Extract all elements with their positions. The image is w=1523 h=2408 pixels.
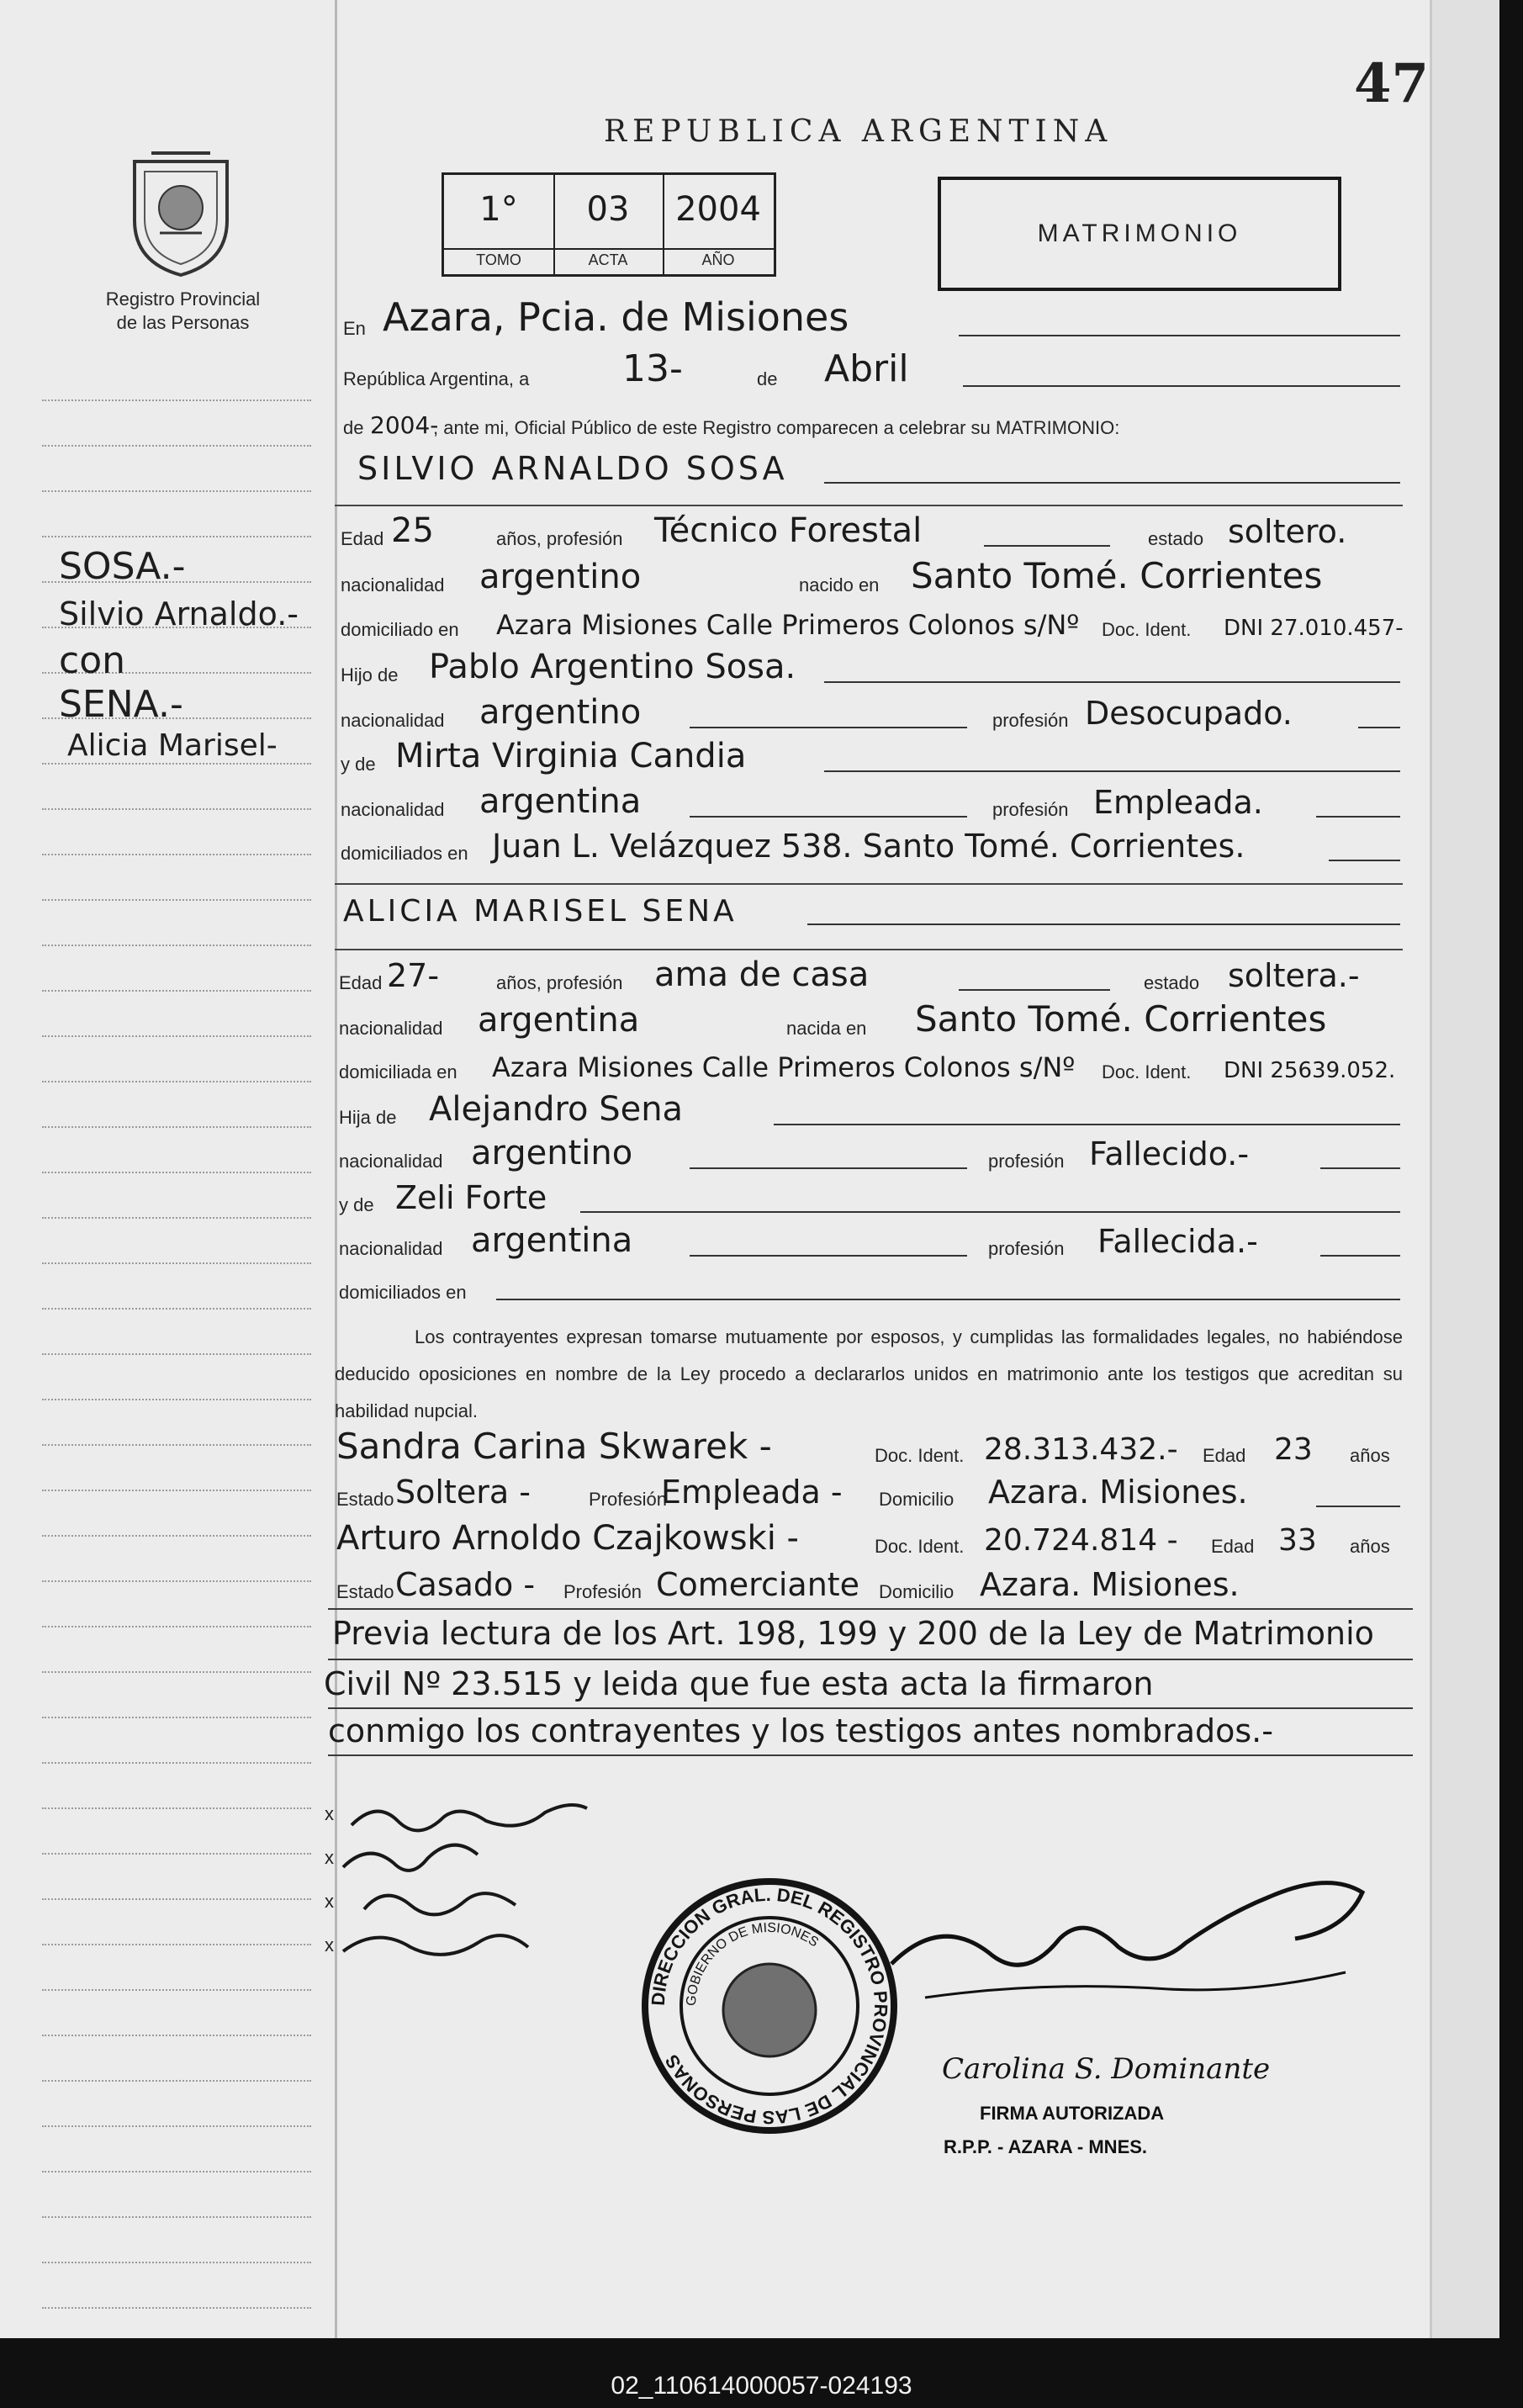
witness2-dom-label: Domicilio — [879, 1581, 955, 1602]
margin-rule — [42, 2125, 311, 2127]
margin-note-line: SENA.- — [59, 683, 183, 726]
groom-f-nac-label: nacionalidad — [341, 710, 445, 731]
bride-nac-label: nacionalidad — [339, 1018, 443, 1039]
witness2-anos-label: años — [1350, 1536, 1390, 1557]
de-label: de — [757, 368, 778, 389]
page-number: 47 — [1354, 52, 1430, 115]
groom-hijo-label: Hijo de — [341, 664, 399, 685]
margin-rule — [42, 1035, 311, 1037]
page-edge — [1430, 0, 1499, 2338]
witness1-domicilio: Azara. Misiones. — [988, 1474, 1248, 1511]
margin-rule — [42, 1580, 311, 1582]
groom-f-nac: argentino — [479, 693, 642, 732]
groom-doc: DNI 27.010.457- — [1224, 616, 1404, 641]
groom-nacionalidad: argentino — [479, 558, 642, 596]
witness1-edad: 23 — [1274, 1432, 1313, 1467]
margin-rule — [42, 1853, 311, 1855]
image-id-caption: 02_110614000057-024193 — [611, 2372, 912, 2400]
groom-m-nac: argentina — [479, 782, 642, 821]
groom-anos-label: años, profesión — [496, 528, 623, 549]
year-value: 2004 — [675, 190, 761, 229]
groom-nacido-label: nacido en — [799, 574, 880, 595]
witness2-prof-label: Profesión — [563, 1581, 642, 1602]
de2-label: de — [343, 417, 364, 438]
bride-f-nac-label: nacionalidad — [339, 1151, 443, 1172]
witness1-name: Sandra Carina Skwarek - — [336, 1426, 772, 1467]
margin-rule — [42, 1762, 311, 1764]
margin-rule — [42, 1535, 311, 1537]
witness1-prof-label: Profesión — [589, 1489, 667, 1510]
witness1-doc: 28.313.432.- — [984, 1432, 1178, 1467]
bride-yde-label: y de — [339, 1194, 374, 1215]
svg-text:x: x — [325, 1934, 334, 1956]
bride-m-prof-label: profesión — [988, 1238, 1065, 1259]
groom-dom-label: domiciliado en — [341, 619, 459, 640]
margin-note-line: con — [59, 639, 125, 682]
margin-note-line: Silvio Arnaldo.- — [59, 595, 299, 632]
margin-rule — [42, 445, 311, 447]
groom-m-nac-label: nacionalidad — [341, 799, 445, 820]
groom-estado: soltero. — [1228, 513, 1347, 550]
bride-nacionalidad: argentina — [478, 1001, 640, 1040]
bride-f-prof: Fallecido.- — [1089, 1135, 1250, 1172]
witness1-doc-label: Doc. Ident. — [875, 1445, 965, 1466]
witness2-estado-label: Estado — [336, 1581, 394, 1602]
margin-rule — [42, 1944, 311, 1945]
tomo-value: 1° — [479, 190, 518, 229]
closing-line: Previa lectura de los Art. 198, 199 y 200 de la Ley de Matrimonio — [332, 1615, 1374, 1652]
witness2-doc-label: Doc. Ident. — [875, 1536, 965, 1557]
margin-rule — [42, 1671, 311, 1673]
intro-text: , ante mi, Oficial Público de este Registro comparecen a celebrar su MATRIMONIO: — [433, 417, 1120, 438]
bride-nacido-label: nacida en — [786, 1018, 867, 1039]
witness1-estado-label: Estado — [336, 1489, 394, 1510]
margin-rule — [42, 763, 311, 765]
bride-nacido: Santo Tomé. Corrientes — [915, 998, 1327, 1040]
groom-doc-label: Doc. Ident. — [1102, 619, 1192, 640]
groom-edad: 25 — [391, 511, 434, 550]
bride-dom-label: domiciliada en — [339, 1061, 457, 1082]
margin-rule — [42, 2307, 311, 2309]
margin-rule — [42, 1898, 311, 1900]
party-signatures — [318, 1800, 604, 1985]
republica-label: República Argentina, a — [343, 368, 530, 389]
bride-mother: Zeli Forte — [395, 1179, 547, 1216]
groom-m-prof: Empleada. — [1093, 784, 1263, 821]
witness2-doc: 20.724.814 - — [984, 1523, 1178, 1558]
margin-note-line: SOSA.- — [59, 545, 186, 588]
bride-estado-label: estado — [1144, 972, 1200, 993]
official-stamp-icon — [639, 1876, 900, 2136]
closing-line: conmigo los contrayentes y los testigos antes nombrados.- — [328, 1712, 1273, 1749]
stamp-inner-text: GOBIERNO DE MISIONES — [684, 1920, 822, 2007]
margin-rule — [42, 1989, 311, 1991]
bride-doc: DNI 25639.052. — [1224, 1058, 1396, 1083]
svg-text:x: x — [325, 1891, 334, 1912]
groom-m-prof-label: profesión — [992, 799, 1069, 820]
margin-rule — [42, 1353, 311, 1355]
office-label: R.P.P. - AZARA - MNES. — [944, 2136, 1148, 2157]
witness2-estado: Casado - — [395, 1566, 536, 1603]
witness2-edad-label: Edad — [1211, 1536, 1255, 1557]
margin-rule — [42, 990, 311, 992]
bride-profesion: ama de casa — [654, 955, 870, 994]
official-name: Carolina S. Dominante — [942, 2052, 1271, 2086]
margin-rule — [42, 536, 311, 537]
bride-f-prof-label: profesión — [988, 1151, 1065, 1172]
margin-rule — [42, 1081, 311, 1082]
margin-rule — [42, 1217, 311, 1219]
margin-rule — [42, 899, 311, 901]
groom-yde-label: y de — [341, 754, 376, 775]
margin-rule — [42, 808, 311, 810]
margin-note-line: Alicia Marisel- — [67, 728, 278, 763]
margin-column — [0, 0, 337, 2338]
witness2-edad: 33 — [1278, 1523, 1317, 1558]
svg-text:x: x — [325, 1803, 334, 1824]
acta-label: ACTA — [553, 248, 663, 269]
bride-m-nac-label: nacionalidad — [339, 1238, 443, 1259]
handwritten-signature-icon — [318, 1800, 604, 1985]
margin-rule — [42, 1262, 311, 1264]
provincial-seal-icon — [126, 145, 235, 279]
witness1-edad-label: Edad — [1203, 1445, 1246, 1466]
bride-edad-label: Edad — [339, 972, 383, 993]
bride-f-nac: argentino — [471, 1134, 633, 1172]
registry-name: Registro Provincial de las Personas — [105, 288, 261, 333]
bride-m-prof: Fallecida.- — [1097, 1223, 1258, 1260]
bride-estado: soltera.- — [1228, 957, 1360, 994]
margin-rule — [42, 854, 311, 855]
margin-rule — [42, 2080, 311, 2082]
stamp-outer-text: DIRECCION GRAL. DEL REGISTRO PROVINCIAL DE LAS PERSONAS — [647, 1883, 892, 2129]
bride-doc-label: Doc. Ident. — [1102, 1061, 1192, 1082]
en-label: En — [343, 318, 366, 339]
acta-value: 03 — [586, 190, 630, 229]
groom-name: SILVIO ARNALDO SOSA — [357, 450, 788, 487]
bride-doms-label: domiciliados en — [339, 1282, 467, 1303]
bride-hija-label: Hija de — [339, 1107, 397, 1128]
witness2-prof: Comerciante — [656, 1566, 860, 1603]
witness2-name: Arturo Arnoldo Czajkowski - — [336, 1519, 799, 1558]
day-value: 13- — [622, 347, 683, 390]
authorized-label: FIRMA AUTORIZADA — [980, 2103, 1165, 2124]
margin-rule — [42, 2171, 311, 2172]
margin-rule — [42, 490, 311, 492]
svg-text:x: x — [325, 1847, 334, 1868]
groom-estado-label: estado — [1148, 528, 1204, 549]
year-text: 2004- — [370, 411, 439, 439]
official-signature-icon — [875, 1863, 1396, 2031]
witness2-domicilio: Azara. Misiones. — [980, 1566, 1240, 1603]
country-heading: REPUBLICA ARGENTINA — [604, 114, 1113, 149]
margin-rule — [42, 1717, 311, 1718]
margin-rule — [42, 2216, 311, 2218]
place-value: Azara, Pcia. de Misiones — [383, 294, 849, 340]
margin-rule — [42, 400, 311, 401]
margin-rule — [42, 1444, 311, 1446]
groom-profesion: Técnico Forestal — [654, 511, 923, 550]
bride-father: Alejandro Sena — [429, 1090, 684, 1129]
margin-rule — [42, 1807, 311, 1809]
tomo-label: TOMO — [444, 248, 553, 269]
margin-rule — [42, 2035, 311, 2036]
act-number-box — [442, 172, 776, 277]
margin-rule — [42, 1308, 311, 1310]
margin-rule — [42, 2262, 311, 2263]
groom-domicilio: Azara Misiones Calle Primeros Colonos s/Nº — [496, 609, 1080, 641]
margin-rule — [42, 1626, 311, 1627]
bride-edad: 27- — [387, 957, 440, 994]
margin-rule — [42, 1126, 311, 1128]
groom-doms-label: domiciliados en — [341, 843, 468, 864]
act-type-box: MATRIMONIO — [938, 177, 1341, 291]
groom-nacido: Santo Tomé. Corrientes — [911, 555, 1323, 596]
margin-rule — [42, 1490, 311, 1491]
groom-father: Pablo Argentino Sosa. — [429, 648, 796, 686]
bride-m-nac: argentina — [471, 1221, 633, 1260]
witness1-estado: Soltera - — [395, 1474, 531, 1511]
groom-f-prof: Desocupado. — [1085, 695, 1293, 732]
margin-rule — [42, 945, 311, 946]
groom-parents-dom: Juan L. Velázquez 538. Santo Tomé. Corrientes. — [492, 828, 1245, 865]
month-value: Abril — [824, 347, 909, 390]
margin-rule — [42, 1399, 311, 1400]
closing-line: Civil Nº 23.515 y leida que fue esta acta la firmaron — [324, 1665, 1154, 1702]
bride-domicilio: Azara Misiones Calle Primeros Colonos s/Nº — [492, 1051, 1076, 1083]
declaration-text: Los contrayentes expresan tomarse mutuamente por esposos, y cumplidas las formalidades legales, no habiéndose deducido oposiciones en nombre de la Ley procedo a declararlos unidos en matrimonio ante los testigos que acreditan su habilidad nupcial. — [335, 1326, 1403, 1421]
margin-rule — [42, 1172, 311, 1173]
groom-f-prof-label: profesión — [992, 710, 1069, 731]
witness1-dom-label: Domicilio — [879, 1489, 955, 1510]
groom-edad-label: Edad — [341, 528, 384, 549]
bride-name: ALICIA MARISEL SENA — [343, 894, 738, 929]
groom-mother: Mirta Virginia Candia — [395, 737, 747, 775]
bride-anos-label: años, profesión — [496, 972, 623, 993]
witness1-prof: Empleada - — [661, 1474, 843, 1511]
year-label: AÑO — [663, 248, 774, 269]
groom-nac-label: nacionalidad — [341, 574, 445, 595]
witness1-anos-label: años — [1350, 1445, 1390, 1466]
